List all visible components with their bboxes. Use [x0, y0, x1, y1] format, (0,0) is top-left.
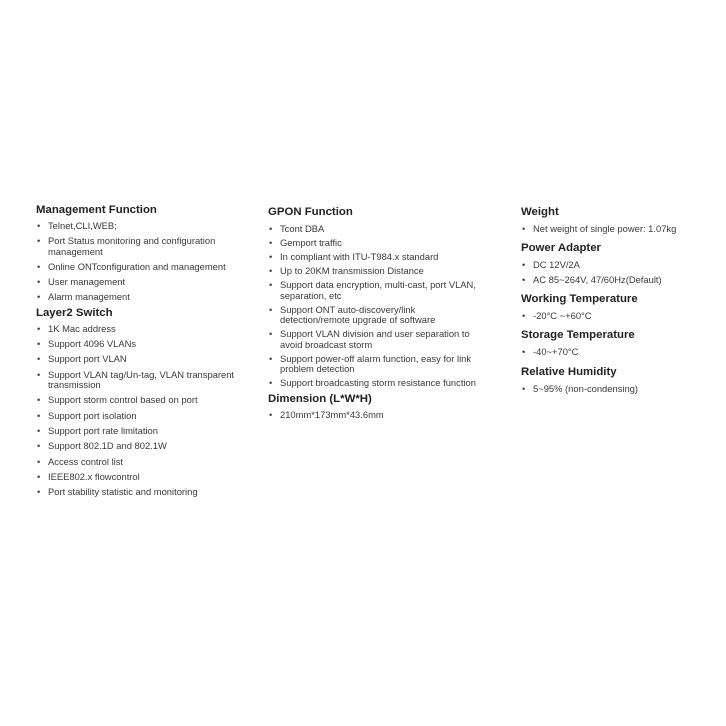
list-item: • AC 85~264V, 47/60Hz(Default) [521, 275, 721, 285]
dimension-heading: Dimension (L*W*H) [268, 393, 372, 406]
list-item: • Support port rate limitation [36, 426, 251, 436]
list-item: • -40~+70°C [521, 347, 721, 357]
gpon-function-list [268, 224, 478, 389]
list-item: • Support data encryption, multi-cast, port VLAN, separation, etc [268, 280, 478, 301]
power-adapter-list [521, 260, 721, 285]
list-item: • Support 802.1D and 802.1W [36, 441, 251, 451]
list-item: • Port Status monitoring and configuration management [36, 236, 251, 257]
working-temperature-list [521, 311, 721, 321]
list-item: • IEEE802.x flowcontrol [36, 472, 251, 482]
list-item: • Support storm control based on port [36, 395, 251, 405]
management-function-list [36, 221, 251, 302]
weight-list [521, 224, 721, 234]
list-item: • Support VLAN division and user separation to avoid broadcast storm [268, 329, 478, 350]
list-item: • In compliant with ITU-T984.x standard [268, 252, 478, 262]
list-item: • Net weight of single power: 1.07kg [521, 224, 721, 234]
list-item: • Tcont DBA [268, 224, 478, 234]
dimension-list [268, 410, 478, 420]
list-item: • Support VLAN tag/Un-tag, VLAN transparent transmission [36, 370, 251, 391]
spec-column-2 [268, 205, 478, 425]
list-item: • DC 12V/2A [521, 260, 721, 270]
relative-humidity-list [521, 384, 721, 394]
working-temperature-heading: Working Temperature [521, 292, 638, 305]
relative-humidity-heading: Relative Humidity [521, 365, 617, 378]
management-function-heading: Management Function [36, 204, 157, 216]
list-item: • Online ONTconfiguration and management [36, 262, 251, 272]
list-item: • Up to 20KM transmission Distance [268, 266, 478, 276]
list-item: • Support ONT auto-discovery/link detection/remote upgrade of software [268, 305, 478, 326]
list-item: • Access control list [36, 457, 251, 467]
list-item: • Support 4096 VLANs [36, 339, 251, 349]
list-item: • Gemport traffic [268, 238, 478, 248]
spec-column-3 [521, 205, 721, 401]
list-item: • Support power-off alarm function, easy for link problem detection [268, 354, 478, 375]
spec-column-1 [36, 203, 251, 503]
list-item: • Port stability statistic and monitoring [36, 487, 251, 497]
list-item: • -20°C ~+60°C [521, 311, 721, 321]
layer2-switch-list [36, 324, 251, 498]
power-adapter-heading: Power Adapter [521, 242, 601, 255]
list-item: • Support broadcasting storm resistance function [268, 378, 478, 388]
list-item: • Support port isolation [36, 411, 251, 421]
list-item: • Telnet,CLI,WEB; [36, 221, 251, 231]
storage-temperature-heading: Storage Temperature [521, 329, 635, 342]
list-item: • Support port VLAN [36, 354, 251, 364]
list-item: • Alarm management [36, 292, 251, 302]
layer2-switch-heading: Layer2 Switch [36, 306, 113, 319]
storage-temperature-list [521, 347, 721, 357]
list-item: • 210mm*173mm*43.6mm [268, 410, 478, 420]
list-item: • 5~95% (non-condensing) [521, 384, 721, 394]
weight-heading: Weight [521, 206, 559, 218]
gpon-function-heading: GPON Function [268, 206, 353, 218]
list-item: • User management [36, 277, 251, 287]
list-item: • 1K Mac address [36, 324, 251, 334]
